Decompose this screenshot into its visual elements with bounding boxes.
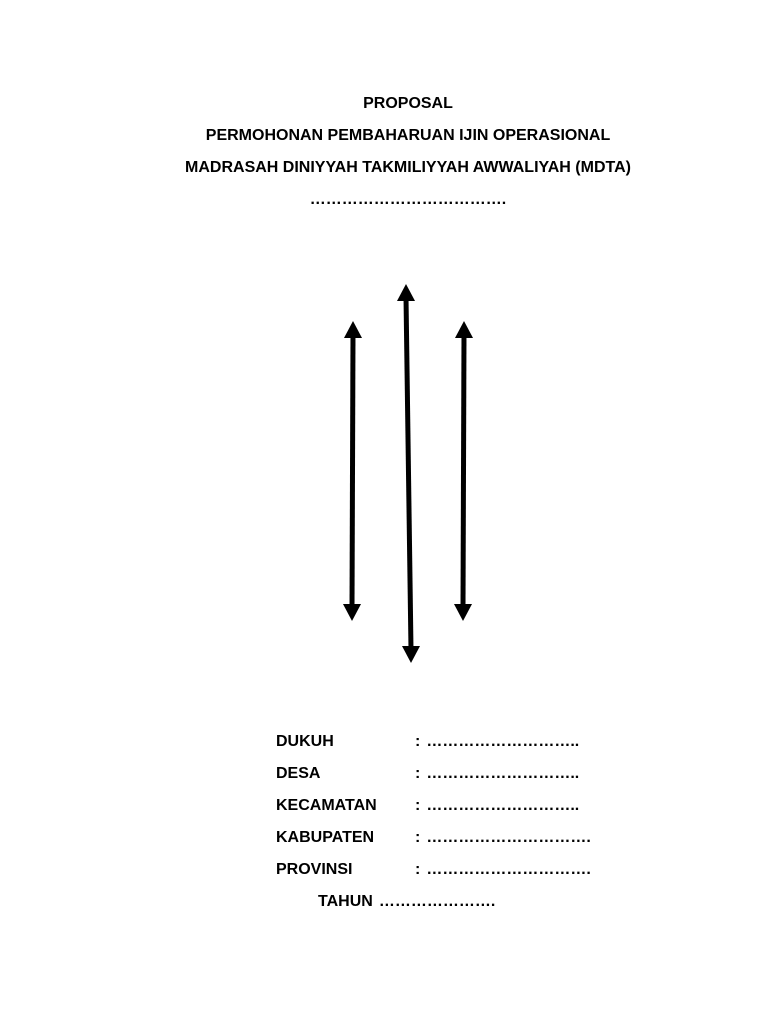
title-proposal: PROPOSAL (363, 95, 453, 112)
field-desa (276, 762, 591, 794)
field-value: ……………………….. (426, 797, 580, 814)
field-separator: : (415, 733, 421, 750)
address-fields (276, 730, 591, 890)
year-value: …………………. (378, 893, 496, 910)
double-arrow-right (454, 321, 473, 621)
field-value: …………………………. (426, 829, 591, 846)
field-label: KECAMATAN (276, 797, 377, 814)
field-label: PROVINSI (276, 861, 353, 878)
title-name-placeholder: ………………………………. (309, 191, 507, 208)
field-kecamatan (276, 794, 591, 826)
field-label: DESA (276, 765, 321, 782)
double-arrow-left (343, 321, 362, 621)
title-block (0, 92, 768, 220)
year-label: TAHUN (318, 893, 373, 910)
field-value: ……………………….. (426, 733, 580, 750)
field-label: KABUPATEN (276, 829, 375, 846)
field-dukuh (276, 730, 591, 762)
field-kabupaten (276, 826, 591, 858)
field-separator: : (415, 765, 421, 782)
field-value: …………………………. (426, 861, 591, 878)
year-line (318, 890, 495, 914)
field-separator: : (415, 829, 421, 846)
field-value: ……………………….. (426, 765, 580, 782)
field-separator: : (415, 861, 421, 878)
field-provinsi (276, 858, 591, 890)
title-madrasah: MADRASAH DINIYYAH TAKMILIYYAH AWWALIYAH (MDTA) (185, 159, 631, 176)
field-separator: : (415, 797, 421, 814)
double-arrow-center (397, 284, 420, 663)
title-permohonan: PERMOHONAN PEMBAHARUAN IJIN OPERASIONAL (205, 127, 611, 144)
field-label: DUKUH (276, 733, 334, 750)
